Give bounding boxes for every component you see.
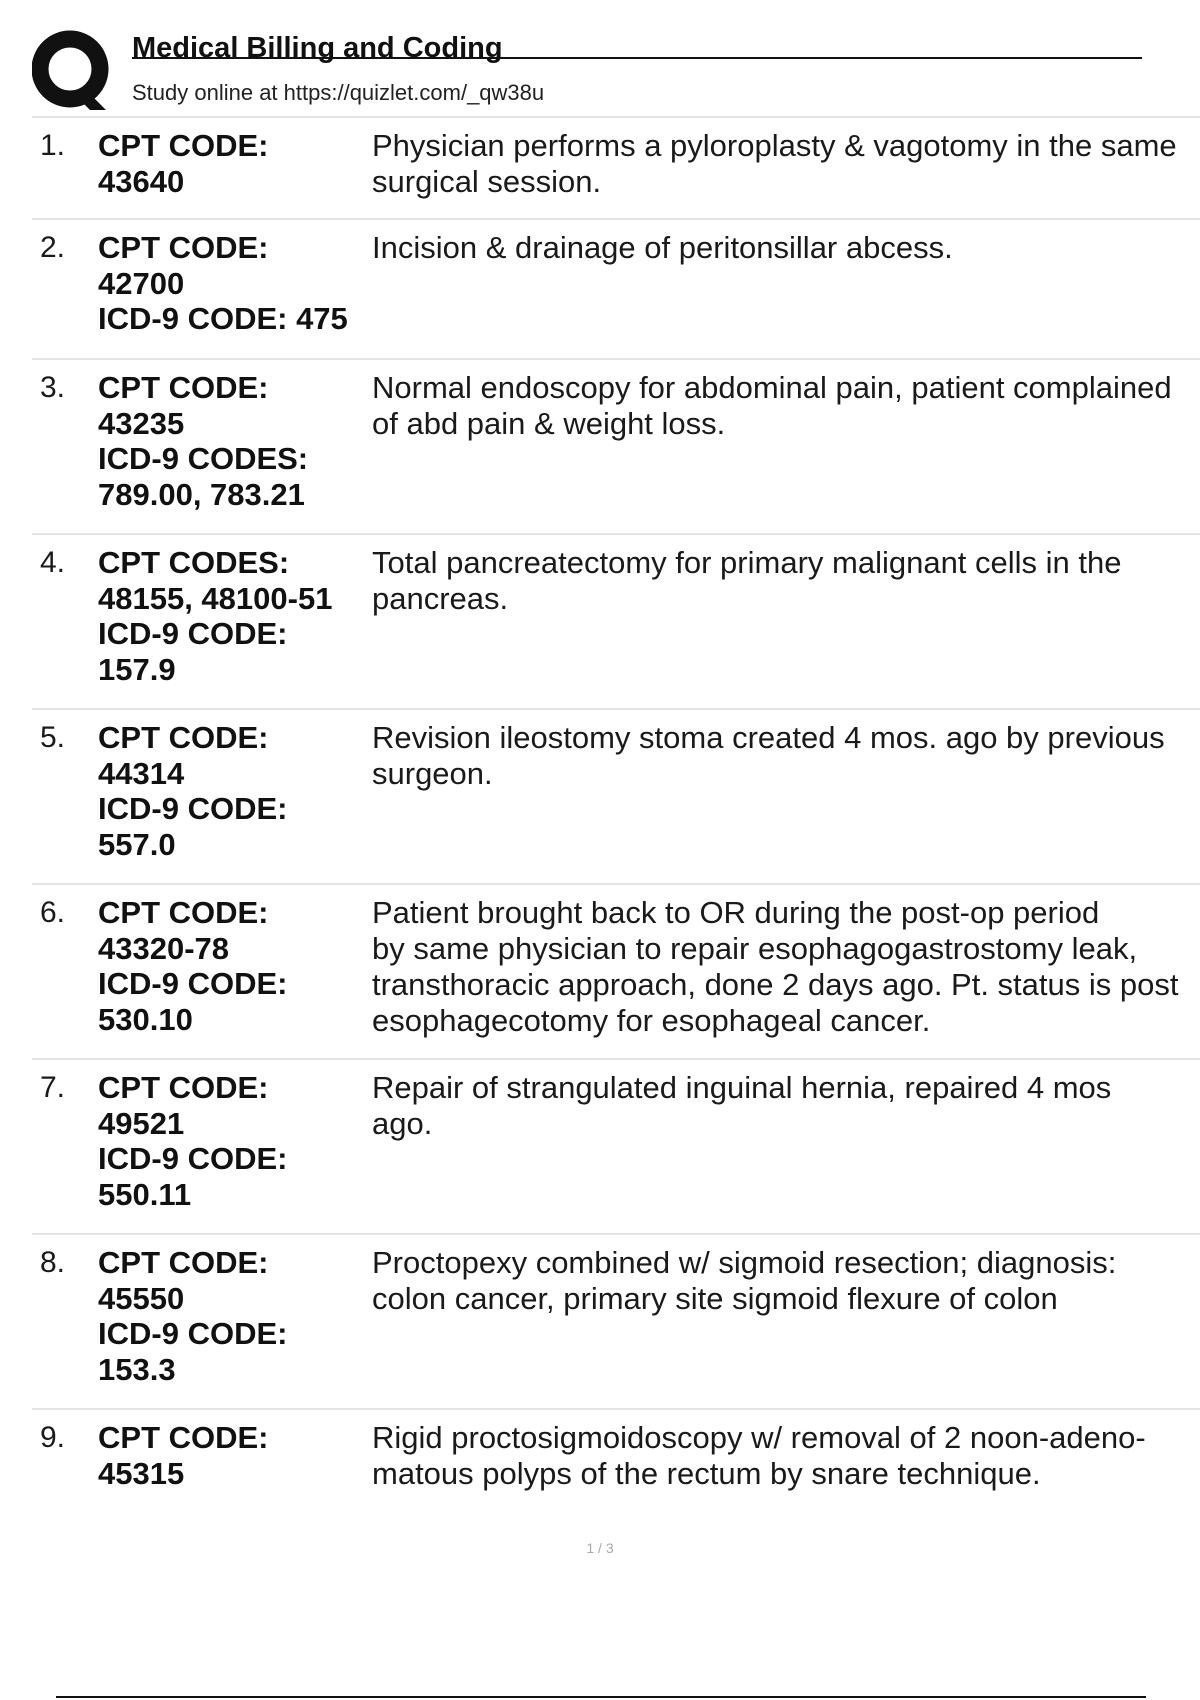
card-number: 1.: [40, 129, 66, 162]
flashcard-row: [32, 710, 1200, 885]
card-term: [98, 1420, 368, 1491]
card-number: 3.: [40, 371, 66, 404]
term-line: 530.10: [98, 1001, 193, 1037]
definition-line: colon cancer, primary site sigmoid flexure of colon: [372, 1281, 1058, 1316]
definition-line: esophagecotomy for esophageal cancer.: [372, 1003, 931, 1038]
term-line: CPT CODES:: [98, 545, 290, 580]
term-line: CPT CODE:: [98, 230, 269, 265]
term-line: ICD-9 CODE:: [98, 791, 288, 826]
card-definition: [372, 370, 1200, 442]
term-line: CPT CODE:: [98, 1070, 269, 1105]
card-definition: [372, 128, 1200, 200]
term-line: ICD-9 CODE:: [98, 616, 288, 651]
term-line: 44314: [98, 755, 185, 791]
definition-line: Revision ileostomy stoma created 4 mos. ago by previous: [372, 720, 1165, 755]
term-line: 42700: [98, 265, 185, 301]
card-number: 4.: [40, 546, 66, 579]
flashcard-row: [32, 1410, 1200, 1520]
card-number: 5.: [40, 721, 66, 754]
term-line: 45550: [98, 1280, 185, 1316]
definition-line: transthoracic approach, done 2 days ago. Pt. status is post: [372, 967, 1179, 1002]
card-definition: [372, 1070, 1200, 1142]
quizlet-q-logo-icon: [32, 30, 112, 114]
term-line: ICD-9 CODE:: [98, 1141, 288, 1176]
definition-line: Incision & drainage of peritonsillar abcess.: [372, 230, 953, 265]
term-line: 45315: [98, 1455, 185, 1491]
definition-line: ago.: [372, 1106, 433, 1141]
definition-line: matous polyps of the rectum by snare technique.: [372, 1456, 1041, 1491]
page-header: [32, 30, 1142, 112]
footer-rule: [56, 1696, 1146, 1698]
page-indicator: 1 / 3: [586, 1540, 614, 1556]
definition-line: Rigid proctosigmoidoscopy w/ removal of 2 noon-adeno-: [372, 1420, 1146, 1455]
definition-line: Patient brought back to OR during the post-op period: [372, 895, 1100, 930]
term-line: ICD-9 CODE:: [98, 1316, 288, 1351]
card-number: 9.: [40, 1421, 66, 1454]
card-term: [98, 370, 368, 512]
flashcard-row: [32, 885, 1200, 1060]
term-line: 550.11: [98, 1176, 192, 1212]
card-number: 8.: [40, 1246, 66, 1279]
flashcard-list: [32, 118, 1200, 1520]
card-term: [98, 545, 368, 687]
card-definition: [372, 895, 1200, 1039]
definition-line: pancreas.: [372, 581, 509, 616]
card-term: [98, 1245, 368, 1387]
term-line: 43235: [98, 405, 185, 441]
card-term: [98, 720, 368, 862]
term-line: 789.00, 783.21: [98, 476, 305, 512]
card-definition: [372, 230, 1200, 266]
flashcard-row: [32, 1235, 1200, 1410]
definition-line: by same physician to repair esophagogastrostomy leak,: [372, 931, 1138, 966]
flashcard-row: [32, 360, 1200, 535]
definition-line: Total pancreatectomy for primary malignant cells in the: [372, 545, 1122, 580]
flashcard-row: [32, 118, 1200, 220]
term-line: CPT CODE:: [98, 720, 269, 755]
term-line: 153.3: [98, 1351, 176, 1387]
term-line: ICD-9 CODE: 475: [98, 301, 348, 336]
card-term: [98, 128, 368, 199]
definition-line: Physician performs a pyloroplasty & vagotomy in the same: [372, 128, 1177, 163]
card-definition: [372, 545, 1200, 617]
study-online-link[interactable]: Study online at https://quizlet.com/_qw38u: [132, 80, 545, 105]
term-line: CPT CODE:: [98, 128, 269, 163]
card-definition: [372, 720, 1200, 792]
term-line: ICD-9 CODE:: [98, 966, 288, 1001]
term-line: CPT CODE:: [98, 1245, 269, 1280]
term-line: 157.9: [98, 651, 176, 687]
flashcard-row: [32, 220, 1200, 360]
card-number: 7.: [40, 1071, 66, 1104]
definition-line: Repair of strangulated inguinal hernia, repaired 4 mos: [372, 1070, 1112, 1105]
term-line: ICD-9 CODES:: [98, 441, 309, 476]
term-line: CPT CODE:: [98, 370, 269, 405]
flashcard-row: [32, 1060, 1200, 1235]
term-line: 557.0: [98, 826, 176, 862]
card-term: [98, 1070, 368, 1212]
card-term: [98, 895, 368, 1037]
term-line: 43640: [98, 163, 185, 199]
term-line: CPT CODE:: [98, 895, 269, 930]
card-number: 6.: [40, 896, 66, 929]
card-number: 2.: [40, 231, 66, 264]
term-line: 48155, 48100-51: [98, 580, 333, 616]
definition-line: surgeon.: [372, 756, 493, 791]
definition-line: of abd pain & weight loss.: [372, 406, 726, 441]
document-title: Medical Billing and Coding: [132, 32, 503, 64]
definition-line: Proctopexy combined w/ sigmoid resection; diagnosis:: [372, 1245, 1117, 1280]
card-definition: [372, 1245, 1200, 1317]
term-line: 43320-78: [98, 930, 230, 966]
term-line: CPT CODE:: [98, 1420, 269, 1455]
definition-line: Normal endoscopy for abdominal pain, patient complained: [372, 370, 1172, 405]
term-line: 49521: [98, 1105, 185, 1141]
card-term: [98, 230, 368, 337]
definition-line: surgical session.: [372, 164, 602, 199]
title-rule: [132, 57, 1142, 59]
card-definition: [372, 1420, 1200, 1492]
flashcard-row: [32, 535, 1200, 710]
